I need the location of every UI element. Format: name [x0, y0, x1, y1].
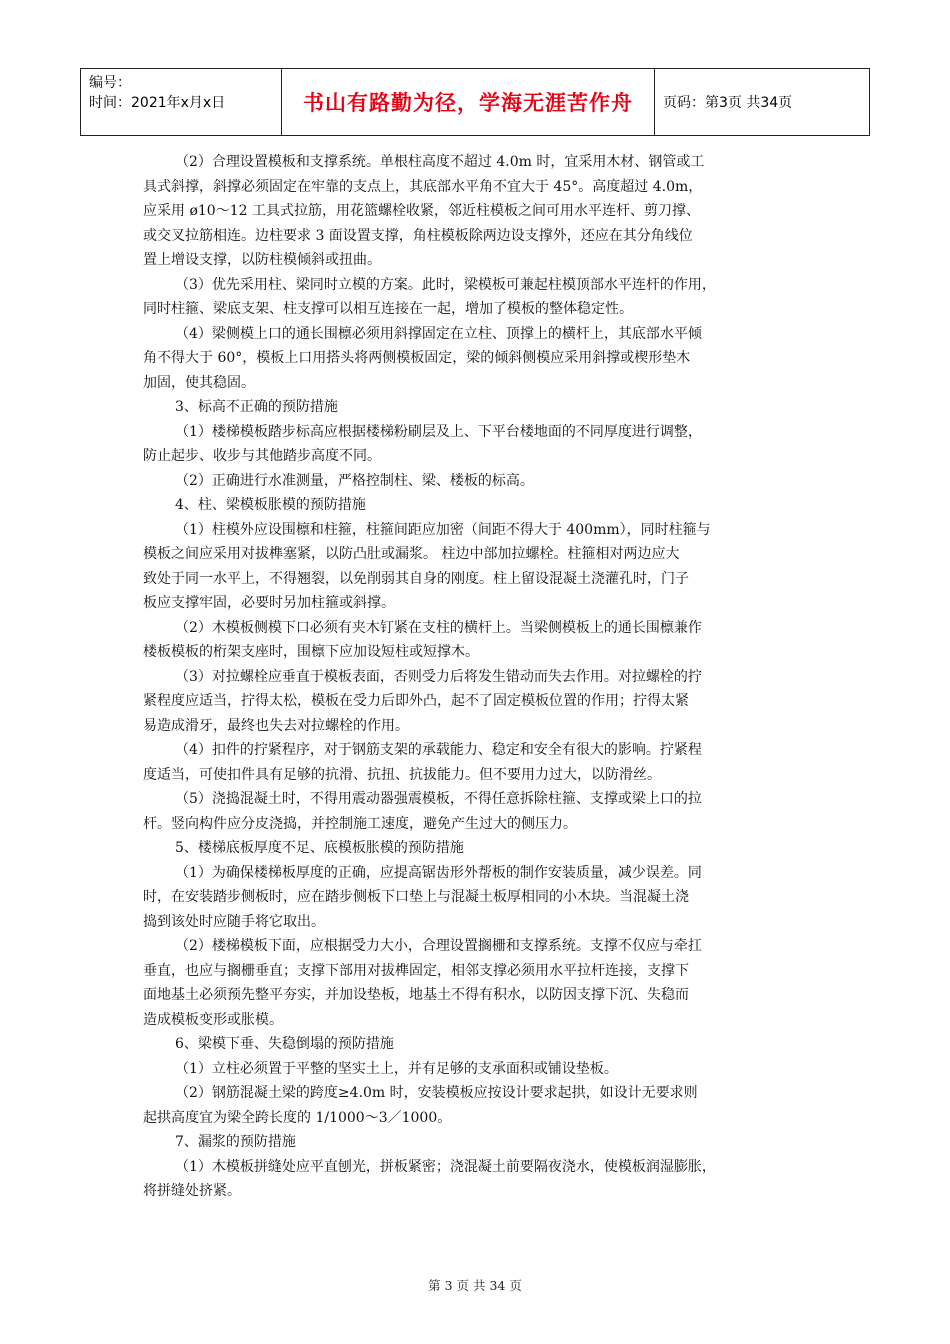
body-line: 加固，使其稳固。: [143, 374, 255, 391]
body-line: （2）楼梯模板下面，应根据受力大小，合理设置搁栅和支撑系统。支撑不仅应与牵扛: [175, 938, 702, 954]
body-line: 同时柱箍、梁底支架、柱支撑可以相互连接在一起，增加了模板的整体稳定性。: [143, 301, 633, 317]
body-line: 板应支撑牢固，必要时另加柱箍或斜撑。: [143, 595, 395, 611]
body-line: （2）木模板侧模下口必须有夹木钉紧在支柱的横杆上。当梁侧模板上的通长围檩兼作: [175, 619, 702, 636]
header-motto-cell: [282, 69, 655, 135]
body-line: （4）梁侧模上口的通长围檩必须用斜撑固定在立柱、顶撑上的横杆上，其底部水平倾: [175, 325, 702, 342]
body-line: （3）对拉螺栓应垂直于模板表面，否则受力后将发生错动而失去作用。对拉螺栓的拧: [175, 668, 702, 685]
body-line: 起拱高度宜为梁全跨长度的 1/1000～3／1000。: [143, 1109, 452, 1126]
body-line: （1）柱模外应设围檩和柱箍，柱箍间距应加密（间距不得大于 400mm），同时柱箍与: [175, 521, 711, 538]
body-line: （1）为确保楼梯板厚度的正确，应提高锯齿形外帮板的制作安装质量，减少误差。同: [175, 864, 702, 881]
body-line: 捣到该处时应随手将它取出。: [143, 913, 325, 930]
body-line: 致处于同一水平上，不得翘裂，以免削弱其自身的刚度。柱上留设混凝土浇灌孔时，门子: [143, 570, 689, 587]
serial-number-label: 编号：: [89, 75, 131, 91]
body-line: 3、标高不正确的预防措施: [175, 399, 338, 415]
body-line: 6、梁模下垂、失稳倒塌的预防措施: [175, 1036, 394, 1052]
page-footer: 第 3 页 共 34 页: [428, 1278, 522, 1293]
body-line: 具式斜撑，斜撑必须固定在牢靠的支点上，其底部水平角不宜大于 45°。高度超过 4.0m，: [143, 178, 703, 195]
body-line: 杆。竖向构件应分皮浇捣，并控制施工速度，避免产生过大的侧压力。: [143, 815, 577, 832]
body-line: 易造成滑牙，最终也失去对拉螺栓的作用。: [143, 717, 409, 734]
body-line: 时，在安装踏步侧板时，应在踏步侧板下口垫上与混凝土板厚相同的小木块。当混凝土浇: [143, 889, 689, 905]
header-motto: 书山有路勤为径，学海无涯苦作舟: [303, 91, 633, 115]
body-line: 或交叉拉筋相连。边柱要求 3 面设置支撑，角柱模板除两边设支撑外，还应在其分角线位: [143, 227, 693, 244]
date-label: 时间：2021年x月x日: [89, 95, 226, 111]
body-line: 角不得大于 60°，模板上口用搭头将两侧模板固定，梁的倾斜侧模应采用斜撑或楔形垫木: [143, 350, 691, 366]
body-line: （5）浇捣混凝土时，不得用震动器强震模板，不得任意拆除柱箍、支撑或梁上口的拉: [175, 791, 702, 807]
body-line: 4、柱、梁模板胀模的预防措施: [175, 497, 366, 513]
body-line: （4）扣件的拧紧程序，对于钢筋支架的承载能力、稳定和安全有很大的影响。拧紧程: [175, 742, 702, 758]
body-line: 模板之间应采用对拔榫塞紧，以防凸肚或漏浆。 柱边中部加拉螺栓。柱箍相对两边应大: [143, 546, 680, 562]
body-line: 面地基土必须预先整平夯实，并加设垫板，地基土不得有积水，以防因支撑下沉、失稳而: [143, 987, 689, 1003]
body-line: 度适当，可使扣件具有足够的抗滑、抗扭、抗拔能力。但不要用力过大，以防滑丝。: [143, 766, 661, 783]
body-line: （1）木模板拼缝处应平直刨光，拼板紧密；浇混凝土前要隔夜浇水，使模板润湿膨胀，: [175, 1158, 716, 1175]
body-line: 造成模板变形或胀模。: [143, 1011, 283, 1028]
body-line: （2）合理设置模板和支撑系统。单根柱高度不超过 4.0m 时，宜采用木材、钢管或工: [175, 154, 705, 170]
header-page-number: 页码：第3页 共34页: [663, 95, 793, 111]
body-line: 楼板模板的桁架支座时，围檩下应加设短柱或短撑木。: [143, 644, 479, 660]
body-line: 5、楼梯底板厚度不足、底模板胀模的预防措施: [175, 840, 464, 856]
body-line: 防止起步、收步与其他踏步高度不同。: [143, 448, 381, 464]
body-line: （3）优先采用柱、梁同时立模的方案。此时，梁模板可兼起柱模顶部水平连杆的作用，: [175, 276, 716, 293]
page-header-table: [80, 68, 870, 136]
body-line: 7、漏浆的预防措施: [175, 1134, 296, 1150]
body-line: 紧程度应适当，拧得太松，模板在受力后即外凸，起不了固定模板位置的作用；拧得太紧: [143, 693, 689, 709]
body-line: （2）钢筋混凝土梁的跨度≥4.0m 时，安装模板应按设计要求起拱，如设计无要求则: [175, 1085, 698, 1101]
header-left-cell: [81, 69, 282, 135]
body-line: （1）立柱必须置于平整的坚实土上，并有足够的支承面积或铺设垫板。: [175, 1060, 618, 1077]
header-page-cell: [655, 69, 869, 135]
body-line: 将拼缝处挤紧。: [143, 1183, 241, 1199]
document-body: [143, 150, 809, 1204]
body-line: （1）楼梯模板踏步标高应根据楼梯粉刷层及上、下平台楼地面的不同厚度进行调整，: [175, 423, 702, 440]
body-line: 置上增设支撑，以防柱模倾斜或扭曲。: [143, 252, 381, 268]
body-line: 应采用 ø10～12 工具式拉筋，用花篮螺栓收紧，邻近柱模板之间可用水平连杆、剪刀撑、: [143, 203, 700, 219]
body-line: 垂直，也应与搁栅垂直；支撑下部用对拔榫固定，相邻支撑必须用水平拉杆连接，支撑下: [143, 962, 689, 979]
body-line: （2）正确进行水准测量，严格控制柱、梁、楼板的标高。: [175, 472, 534, 489]
